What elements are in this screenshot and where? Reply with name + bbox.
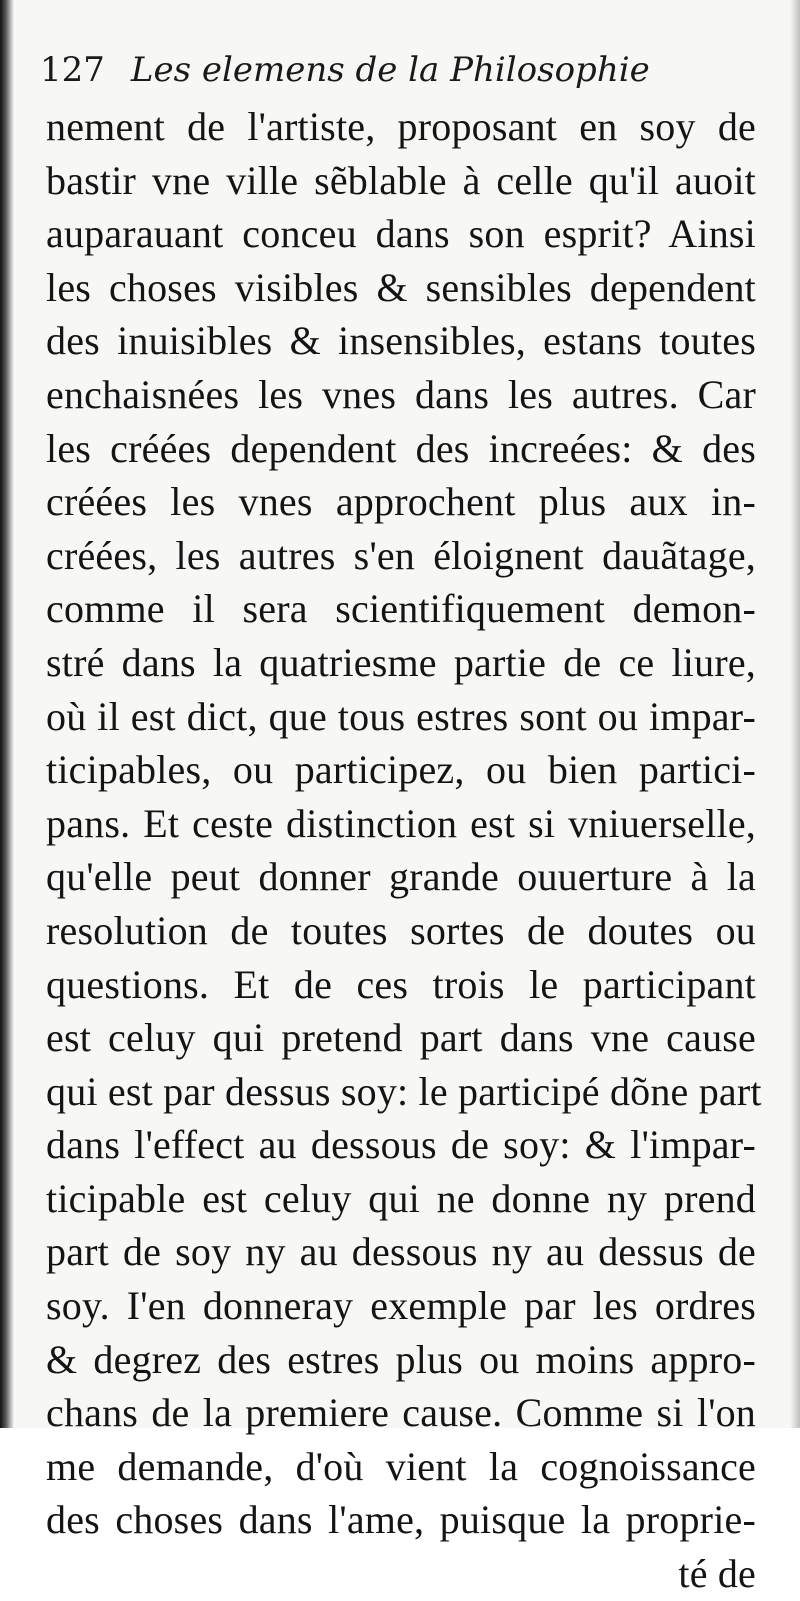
text-line: créées, les autres s'en éloignent dauãtage, [46,532,756,578]
running-title: Les elemens de la Philosophie [130,50,650,90]
text-line: soy. I'en donneray exemple par les ordres [46,1283,756,1329]
running-header [40,50,780,106]
text-line: nement de l'artiste, proposant en soy de [46,104,756,149]
text-line: pans. Et ceste distinction est si vniuerselle, [46,800,756,846]
body-text [46,100,762,1601]
text-line: qu'elle peut donner grande ouuerture à la [46,854,756,900]
text-line: des inuisibles & insensibles, estans toutes [46,318,756,364]
text-line: les créées dependent des increées: & des [46,425,756,471]
text-line: auparauant conceu dans son esprit? Ainsi [46,211,756,257]
text-line: des choses dans l'ame, puisque la proprie- [46,1497,756,1543]
text-line: qui est par dessus soy: le participé dõne part [46,1068,762,1114]
text-line: où il est dict, que tous estres sont ou impar- [46,693,756,739]
text-line: enchaisnées les vnes dans les autres. Car [46,371,756,417]
text-line: questions. Et de ces trois le participant [46,961,756,1007]
catchword: té de [678,1551,756,1597]
text-line: ticipable est celuy qui ne donne ny prend [46,1175,756,1221]
page-binding-shadow [0,0,14,1428]
text-line: bastir vne ville sẽblable à celle qu'il auoit [46,157,756,203]
text-line: comme il sera scientifiquement demon- [46,586,756,632]
text-line: chans de la premiere cause. Comme si l'on [46,1390,756,1436]
text-line: est celuy qui pretend part dans vne cause [46,1015,756,1061]
text-line: & degrez des estres plus ou moins appro- [46,1336,756,1382]
text-line: part de soy ny au dessous ny au dessus de [46,1229,756,1275]
text-line: dans l'effect au dessous de soy: & l'impar- [46,1122,756,1168]
page-edge-shadow [790,0,800,1428]
text-line: me demande, d'où vient la cognoissance [46,1443,756,1489]
text-line: resolution de toutes sortes de doutes ou [46,907,756,953]
text-line: les choses visibles & sensibles dependent [46,264,756,310]
text-line: créées les vnes approchent plus aux in- [46,479,756,525]
text-line: stré dans la quatriesme partie de ce liure, [46,639,756,685]
text-line: ticipables, ou participez, ou bien partici- [46,747,756,793]
page-number: 127 [40,50,105,90]
